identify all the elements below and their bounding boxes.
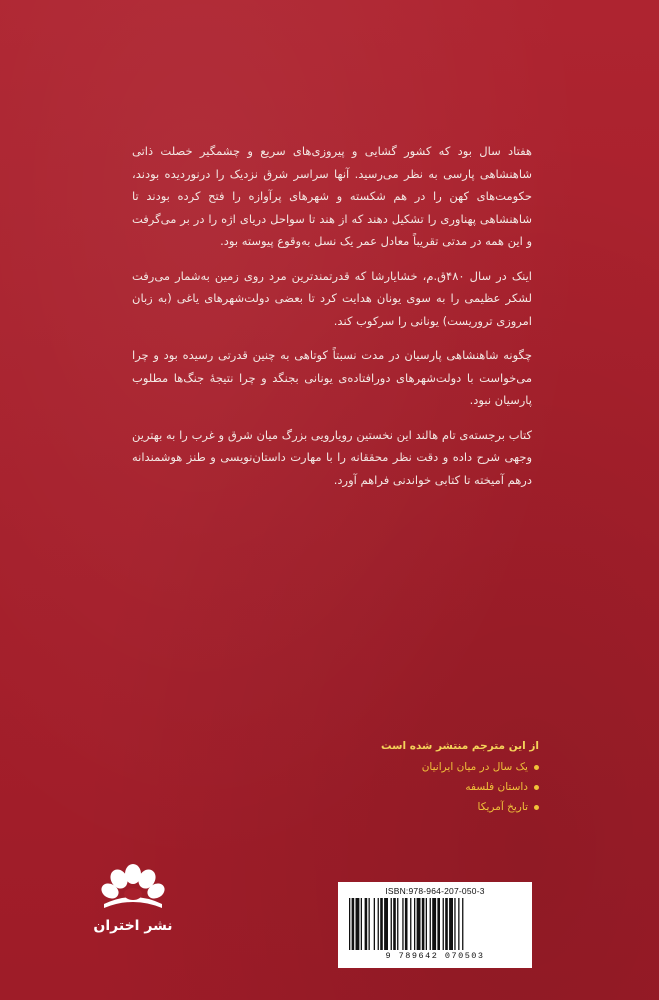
blurb-paragraph: کتاب برجسته‌ی تام هالند این نخستین رویارویی بزرگ میان شرق و غرب را به بهترین وجهی شرح داده و دقت نظر محققانه را با مهارت داستان‌نویسی و طنز هوشمندانه درهم آمیخته تا کتابی خواندنی فراهم آورد. xyxy=(132,427,532,487)
other-books-section xyxy=(279,740,539,820)
blurb-paragraph: اینک در سال ۴۸۰ق.م، خشایارشا که قدرتمندترین مرد روی زمین به‌شمار می‌رفت لشکر عظیمی را به سوی یونان هدایت کرد تا بعضی دولت‌شهرهای یاغی (به زبان امروزی تروریست) یونانی را سرکوب کند. xyxy=(132,268,532,328)
blurb-text xyxy=(132,140,532,503)
blurb-paragraph: چگونه شاهنشاهی پارسیان در مدت نسبتاً کوتاهی به چنین قدرتی رسیده بود و چرا می‌خواست با دولت‌شهرهای دورافتاده‌ی یونانی بجنگد و چرا نتیجهٔ جنگ‌ها مطلوب پارسیان نبود. xyxy=(132,348,532,407)
list-item xyxy=(279,760,539,775)
list-item xyxy=(279,780,539,795)
book-title: یک سال در میان ایرانیان xyxy=(421,761,528,773)
blurb-paragraph: هفتاد سال بود که کشور گشایی و پیروزی‌های سریع و چشمگیر خصلت ذاتی شاهنشاهی پارسی به نظر می‌رسید. آنها سراسر شرق نزدیک را درنوردیده بودند، حکومت‌های کهن را در هم شکسته و شهرهای پرآوازه را فتح کرده بودند تا شاهنشاهی پهناوری را تشکیل دهند که از هند تا سواحل دریای اژه را در بر می‌گرفت و این همه در مدتی تقریباً معادل عمر یک نسل به‌وقوع پیوسته بود. xyxy=(132,144,532,248)
barcode-digits: 9 789642 070503 xyxy=(385,951,485,961)
bullet-dot-icon xyxy=(534,765,539,770)
barcode xyxy=(338,882,532,968)
isbn-label: ISBN:978-964-207-050-3 xyxy=(385,886,485,896)
publisher-name: نشر اختران xyxy=(93,918,173,934)
other-books-title: از این مترجم منتشر شده است xyxy=(381,740,539,752)
list-item xyxy=(279,800,539,815)
publisher-logo-icon xyxy=(100,860,166,916)
bullet-dot-icon xyxy=(534,785,539,790)
publisher-block xyxy=(88,860,178,934)
other-books-list xyxy=(279,760,539,815)
book-title: داستان فلسفه xyxy=(465,781,528,793)
barcode-bars-icon xyxy=(347,898,523,950)
book-title: تاریخ آمریکا xyxy=(477,801,528,813)
bullet-dot-icon xyxy=(534,805,539,810)
